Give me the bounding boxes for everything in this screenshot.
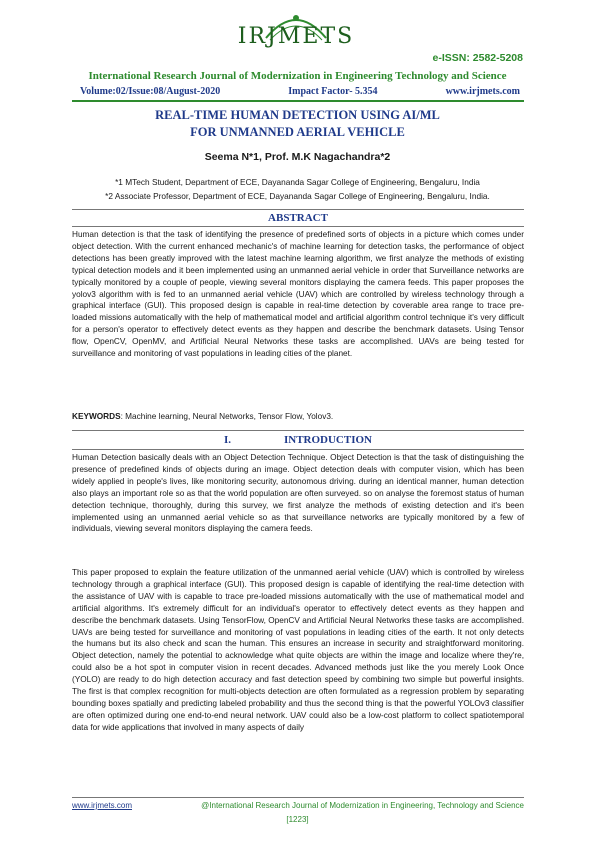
intro-paragraph-1: Human Detection basically deals with an Object Detection Technique. Object Detection is that the task of distinguishing the presence of predefined kinds of objects during an image. Object detection deals with computer vision, which has been widely applied in people's lives, like monitoring security, autonomous driving. during an identical manner, human detection also plays an important role so as that the world population are often surveyed. so on analyse the foremost status of human detection technique, thoroughly, during this survey, we first analyze the methods of existing detection and it's been implemented using an unmanned aerial vehicle so as that surveillance networks are typically monitored by a few of individuals, viewing several monitors displaying the camera feeds. (72, 453, 524, 534)
journal-logo (236, 8, 356, 60)
keywords-label: KEYWORDS (72, 412, 121, 421)
volume-line (80, 86, 520, 97)
journal-website[interactable]: www.irjmets.com (445, 86, 520, 97)
footer (72, 801, 524, 810)
abstract-rule-bottom (72, 226, 524, 227)
volume-issue: Volume:02/Issue:08/August-2020 (80, 86, 221, 97)
logo-text: IRJMETS (237, 24, 355, 49)
intro-title: INTRODUCTION (283, 434, 372, 446)
abstract-text: Human detection is that the task of identifying the presence of predefined sorts of objects in a picture which comes under object detection. With the current enhanced mechanic's of machine learning for detection tasks, the performance of object detections has been greatly improved with the latest machine learning algorithm, we first analyze the methods of existing typical detection models and it been implemented using an unmanned aerial vehicle in order that Surveillance networks are typically monitored by a couple of people, viewing several monitors displaying the camera feeds. This paper proposes the yolov3 algorithm with is fed to an unmanned aerial vehicle (UAV) which are controlled by wireless technology through a graphical interface (GUI). This proposed design is capable in real-time detection by coverable area range to trace pre-loaded missions automatically with the help of mathematical model and artificial algorithm control technique it's very difficult for a person's operator to effectively detect events as they happen and describe the benchmark datasets. Using Tensor flow, OpenCV, OpenMV, and Artificial Neural Networks these tasks are accomplished. UAVs are being tested for surveillance and monitoring of vast populations in leading cities of the planet. (72, 230, 524, 359)
affiliation-2: *2 Associate Professor, Department of ECE, Dayananda Sagar College of Engineering, Bengaluru, India. (105, 191, 490, 201)
intro-number: I. (223, 434, 232, 446)
intro-paragraph-2: This paper proposed to explain the feature utilization of the unmanned aerial vehicle (UAV) which is controlled by wireless technology through a graphical interface (GUI). This proposed design is capable of identifying the real-time detection with the assistance of UAV with is capable to trace pre-loaded missions automatically with the use of mathematical model and artificial algorithms. It's extremely difficult for an individual's operator to effectively detect events as they happen and describe the benchmark datasets. Using TensorFlow, OpenCV and Artificial Neural Networks these tasks are accomplished. UAVs are being tested for surveillance and monitoring of vast populations in leading cities of the earth. It not only detects the humans but its also check and scan the human. This ensures an increase in security and straightforward monitoring. Object detection, namely the potential to acknowledge what quite objects are within the image and localize where they're, could also be a hot spot in computer vision in recent decades. Advanced methods just like the you merely Look Once (YOLO) are ready to do high detection accuracy and fast detection speed by combining two simple but powerful insights. The first is that complex recognition for multi-objects detection are often formulated as a regression problem by separating bounding boxes spatially and predicting labeled probability and thus the second thing is that the powerful YOLOv3 classifier are often optimized during one end-to-end neural network. UAV could also be a low-cost platform to collect spatiotemporal data for wide applications that involved in many aspects of daily (72, 568, 524, 732)
paper-title (0, 107, 595, 141)
page-number: [1223] (286, 815, 309, 824)
impact-factor: Impact Factor- 5.354 (288, 86, 378, 97)
title-line-1: REAL-TIME HUMAN DETECTION USING AI/ML (155, 108, 440, 122)
eissn: e-ISSN: 2582-5208 (432, 52, 523, 64)
abstract-heading: ABSTRACT (268, 212, 328, 224)
footer-rule (72, 797, 524, 798)
affiliation-1: *1 MTech Student, Department of ECE, Dayananda Sagar College of Engineering, Bengaluru, India (115, 177, 480, 187)
intro-rule-bottom (72, 449, 524, 450)
intro-rule-top (72, 430, 524, 431)
header-rule (72, 100, 524, 102)
journal-name: International Research Journal of Modernization in Engineering Technology and Science (88, 70, 507, 82)
keywords (72, 411, 524, 423)
keywords-text: : Machine learning, Neural Networks, Tensor Flow, Yolov3. (120, 412, 334, 421)
authors: Seema N*1, Prof. M.K Nagachandra*2 (204, 151, 391, 163)
footer-website-link[interactable]: www.irjmets.com (72, 801, 133, 810)
footer-copyright: @International Research Journal of Modernization in Engineering, Technology and Science (201, 801, 524, 810)
title-line-2: FOR UNMANNED AERIAL VEHICLE (190, 125, 405, 139)
intro-heading (72, 434, 524, 446)
abstract-rule-top (72, 209, 524, 210)
